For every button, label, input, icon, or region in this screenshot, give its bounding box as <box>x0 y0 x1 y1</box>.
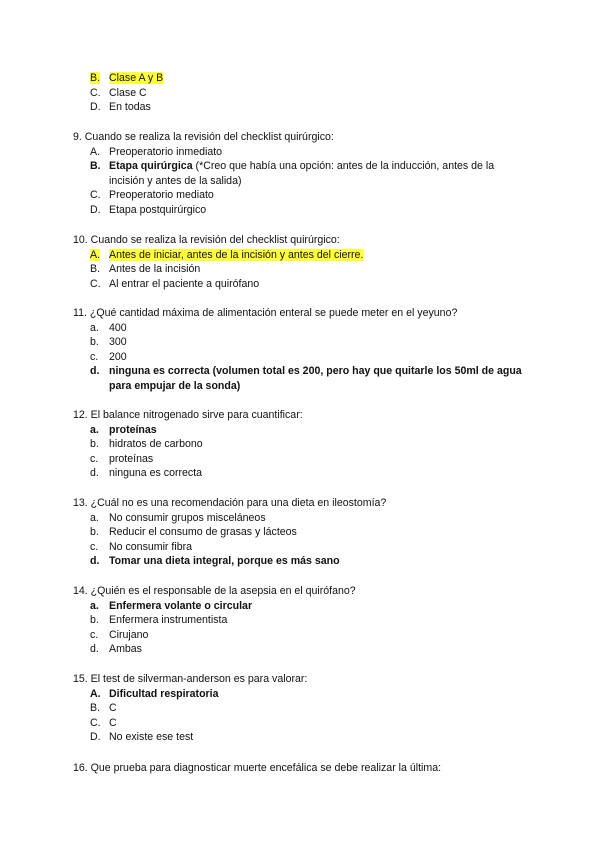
option-d <box>73 466 533 481</box>
option-text: Clase A y B <box>109 72 164 84</box>
option-letter: A. <box>90 687 101 700</box>
option-c <box>73 628 533 643</box>
question-13 <box>73 496 533 569</box>
option-text: Antes de iniciar, antes de la incisión y antes del cierre. <box>109 248 364 261</box>
question-12 <box>73 408 533 481</box>
option-text: Dificultad respiratoria <box>109 687 219 700</box>
option-letter: c. <box>90 350 99 363</box>
option-text: hidratos de carbono <box>109 438 203 451</box>
option-text: Clase C <box>109 86 147 99</box>
option-text: Preoperatorio mediato <box>109 189 214 202</box>
option-b <box>73 159 533 188</box>
option-list <box>73 599 533 657</box>
option-letter: a. <box>90 321 99 334</box>
option-letter: B. <box>90 160 101 173</box>
option-letter: d. <box>90 643 99 656</box>
option-text: proteínas <box>109 423 157 436</box>
option-text: C <box>109 716 117 729</box>
question-14 <box>73 584 533 657</box>
option-text: Enfermera volante o circular <box>109 599 253 612</box>
option-list <box>73 423 533 481</box>
option-b <box>73 701 533 716</box>
option-c <box>73 86 533 101</box>
question-stem: 11. ¿Qué cantidad máxima de alimentación enteral se puede meter en el yeyuno? <box>73 307 458 319</box>
option-text: 200 <box>109 350 127 363</box>
option-a <box>73 687 533 702</box>
option-c <box>73 188 533 203</box>
option-letter: d. <box>90 467 99 480</box>
option-text: C <box>109 702 117 715</box>
option-letter: C. <box>90 277 101 290</box>
option-text: Tomar una dieta integral, porque es más sano <box>109 555 340 568</box>
question-stem: 15. El test de silverman-anderson es para valorar: <box>73 673 308 685</box>
option-letter: a. <box>90 599 99 612</box>
option-a <box>73 511 533 526</box>
option-d <box>73 100 533 115</box>
option-c <box>73 277 533 292</box>
option-text: 300 <box>109 336 127 349</box>
option-text: Enfermera instrumentista <box>109 614 228 627</box>
option-letter: D. <box>90 731 101 744</box>
option-letter: b. <box>90 438 99 451</box>
option-c <box>73 350 533 365</box>
option-letter: a. <box>90 511 99 524</box>
question-8-continued <box>73 71 533 115</box>
option-letter: c. <box>90 628 99 641</box>
option-text: Al entrar el paciente a quirófano <box>109 277 260 290</box>
option-letter: B. <box>90 702 101 715</box>
option-b <box>73 262 533 277</box>
question-9 <box>73 130 533 218</box>
option-c <box>73 540 533 555</box>
option-b <box>73 437 533 452</box>
option-letter: A. <box>90 145 101 158</box>
option-a <box>73 145 533 160</box>
option-text: ninguna es correcta <box>109 467 203 480</box>
option-a <box>73 423 533 438</box>
option-text: Cirujano <box>109 628 149 641</box>
option-letter: a. <box>90 423 99 436</box>
option-d <box>73 364 533 393</box>
option-text: No existe ese test <box>109 731 194 744</box>
question-10 <box>73 233 533 291</box>
question-stem: 12. El balance nitrogenado sirve para cuantificar: <box>73 409 303 421</box>
option-list <box>73 321 533 394</box>
option-text: 400 <box>109 321 127 334</box>
option-letter: d. <box>90 555 100 568</box>
option-a <box>73 248 533 263</box>
option-text: No consumir grupos misceláneos <box>109 511 266 524</box>
option-letter: c. <box>90 540 99 553</box>
option-letter: c. <box>90 452 99 465</box>
question-stem: 13. ¿Cuál no es una recomendación para una dieta en ileostomía? <box>73 497 387 509</box>
question-11 <box>73 306 533 394</box>
option-d <box>73 203 533 218</box>
option-text: ninguna es correcta (volumen total es 200, pero hay que quitarle los 50ml de agua para empujar de la sonda) <box>109 365 522 392</box>
option-text: Preoperatorio inmediato <box>109 145 223 158</box>
option-c <box>73 452 533 467</box>
option-letter: b. <box>90 336 99 349</box>
option-b <box>73 525 533 540</box>
option-letter: C. <box>90 86 101 99</box>
option-b <box>73 613 533 628</box>
option-text: Ambas <box>109 643 142 656</box>
option-text-bold: Etapa quirúrgica <box>109 160 193 173</box>
option-text: Antes de la incisión <box>109 263 201 276</box>
question-15 <box>73 672 533 745</box>
option-text: No consumir fibra <box>109 540 193 553</box>
option-list <box>73 71 533 115</box>
option-letter: d. <box>90 365 100 378</box>
option-list <box>73 687 533 745</box>
option-letter: b. <box>90 526 99 539</box>
option-list <box>73 511 533 569</box>
option-text-note: (*Creo que había una opción: antes de la inducción, antes de la incisión y antes de la salida) <box>109 160 495 187</box>
option-b <box>73 71 533 86</box>
option-text: Reducir el consumo de grasas y lácteos <box>109 526 297 539</box>
option-letter: B. <box>90 72 101 84</box>
question-stem: 9. Cuando se realiza la revisión del checklist quirúrgico: <box>73 131 334 143</box>
option-letter: D. <box>90 203 101 216</box>
question-16 <box>73 761 533 776</box>
option-text: Etapa postquirúrgico <box>109 203 207 216</box>
option-d <box>73 554 533 569</box>
option-d <box>73 730 533 745</box>
question-stem: 10. Cuando se realiza la revisión del checklist quirúrgico: <box>73 234 340 246</box>
option-c <box>73 716 533 731</box>
option-letter: D. <box>90 101 101 114</box>
option-letter: A. <box>90 248 101 261</box>
option-b <box>73 335 533 350</box>
question-stem: 14. ¿Quién es el responsable de la asepsia en el quirófano? <box>73 585 356 597</box>
option-text: proteínas <box>109 452 154 465</box>
option-letter: C. <box>90 189 101 202</box>
question-stem: 16. Que prueba para diagnosticar muerte encefálica se debe realizar la última: <box>73 762 442 774</box>
option-letter: C. <box>90 716 101 729</box>
option-list <box>73 248 533 292</box>
option-text: En todas <box>109 101 151 114</box>
option-letter: b. <box>90 614 99 627</box>
option-d <box>73 642 533 657</box>
option-letter: B. <box>90 263 101 276</box>
option-text <box>109 159 533 188</box>
option-list <box>73 145 533 218</box>
option-a <box>73 321 533 336</box>
option-a <box>73 599 533 614</box>
